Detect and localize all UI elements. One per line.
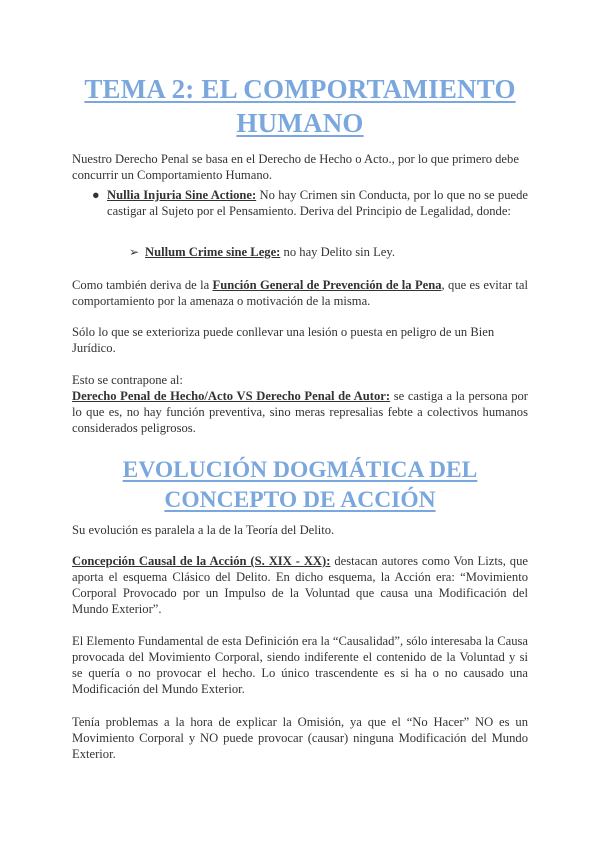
intro-paragraph: Nuestro Derecho Penal se basa en el Derecho de Hecho o Acto., por lo que primero debe concurrir un Comportamiento Humano. — [72, 152, 519, 182]
arrow-icon: ➢ — [129, 245, 140, 259]
page-title: TEMA 2: EL COMPORTAMIENTO HUMANO — [84, 74, 516, 138]
causal-text: destacan autores como Von Lizts, que aporta el esquema Clásico del Delito. En dicho esquema, la Acción era: “Movimiento Corporal Provocado por un Impulso de la Voluntad que causa una Modificación del Mundo Exterior”. — [72, 554, 528, 616]
section-heading: EVOLUCIÓN DOGMÁTICA DEL CONCEPTO DE ACCIÓN — [122, 457, 478, 513]
contrapone-intro: Esto se contrapone al: — [72, 373, 183, 387]
causal-term: Concepción Causal de la Acción (S. XIX - XX): — [72, 554, 331, 568]
funcion-paragraph — [72, 277, 528, 309]
bullet-icon: ● — [92, 188, 100, 202]
funcion-pre: Como también deriva de la — [72, 278, 213, 292]
funcion-term: Función General de Prevención de la Pena — [212, 278, 442, 292]
contrapone-text: se castiga a la persona por lo que es, no hay función preventiva, sino meras represalias febte a colectivos humanos considerados peligrosos. — [72, 389, 529, 435]
funcion-post: , que es evitar tal comportamiento por la amenaza o motivación de la misma. — [72, 278, 528, 308]
causal-paragraph — [72, 553, 528, 617]
evolucion-paragraph: Su evolución es paralela a la de la Teoría del Delito. — [72, 523, 335, 537]
omision-paragraph: Tenía problemas a la hora de explicar la Omisión, ya que el “No Hacer” NO es un Movimiento Corporal y NO puede provocar (causar) ninguna Modificación del Mundo Exterior. — [72, 715, 528, 761]
exterioriza-paragraph: Sólo lo que se exterioriza puede conllevar una lesión o puesta en peligro de un Bien Jurídico. — [72, 325, 495, 355]
sub-bullet-term: Nullum Crime sine Lege: — [145, 245, 281, 259]
elemento-paragraph: El Elemento Fundamental de esta Definición era la “Causalidad”, sólo interesaba la Causa provocada del Movimiento Corporal, siendo indiferente el contenido de la Voluntad y si se quería o no provocar el hecho. Lo único trascendente es si ha o no causado una Modificación del Mundo Exterior. — [72, 634, 528, 696]
contrapone-term: Derecho Penal de Hecho/Acto VS Derecho Penal de Autor: — [72, 389, 391, 403]
bullet-term: Nullia Injuria Sine Actione: — [107, 188, 257, 202]
bullet-text: No hay Crimen sin Conducta, por lo que no se puede castigar al Sujeto por el Pensamiento. Deriva del Principio de Legalidad, donde: — [107, 188, 528, 218]
sub-bullet-nullum — [145, 244, 528, 260]
contrapone-paragraph — [72, 388, 528, 436]
bullet-item-nullia — [107, 187, 528, 219]
sub-bullet-text: no hay Delito sin Ley. — [280, 245, 395, 259]
